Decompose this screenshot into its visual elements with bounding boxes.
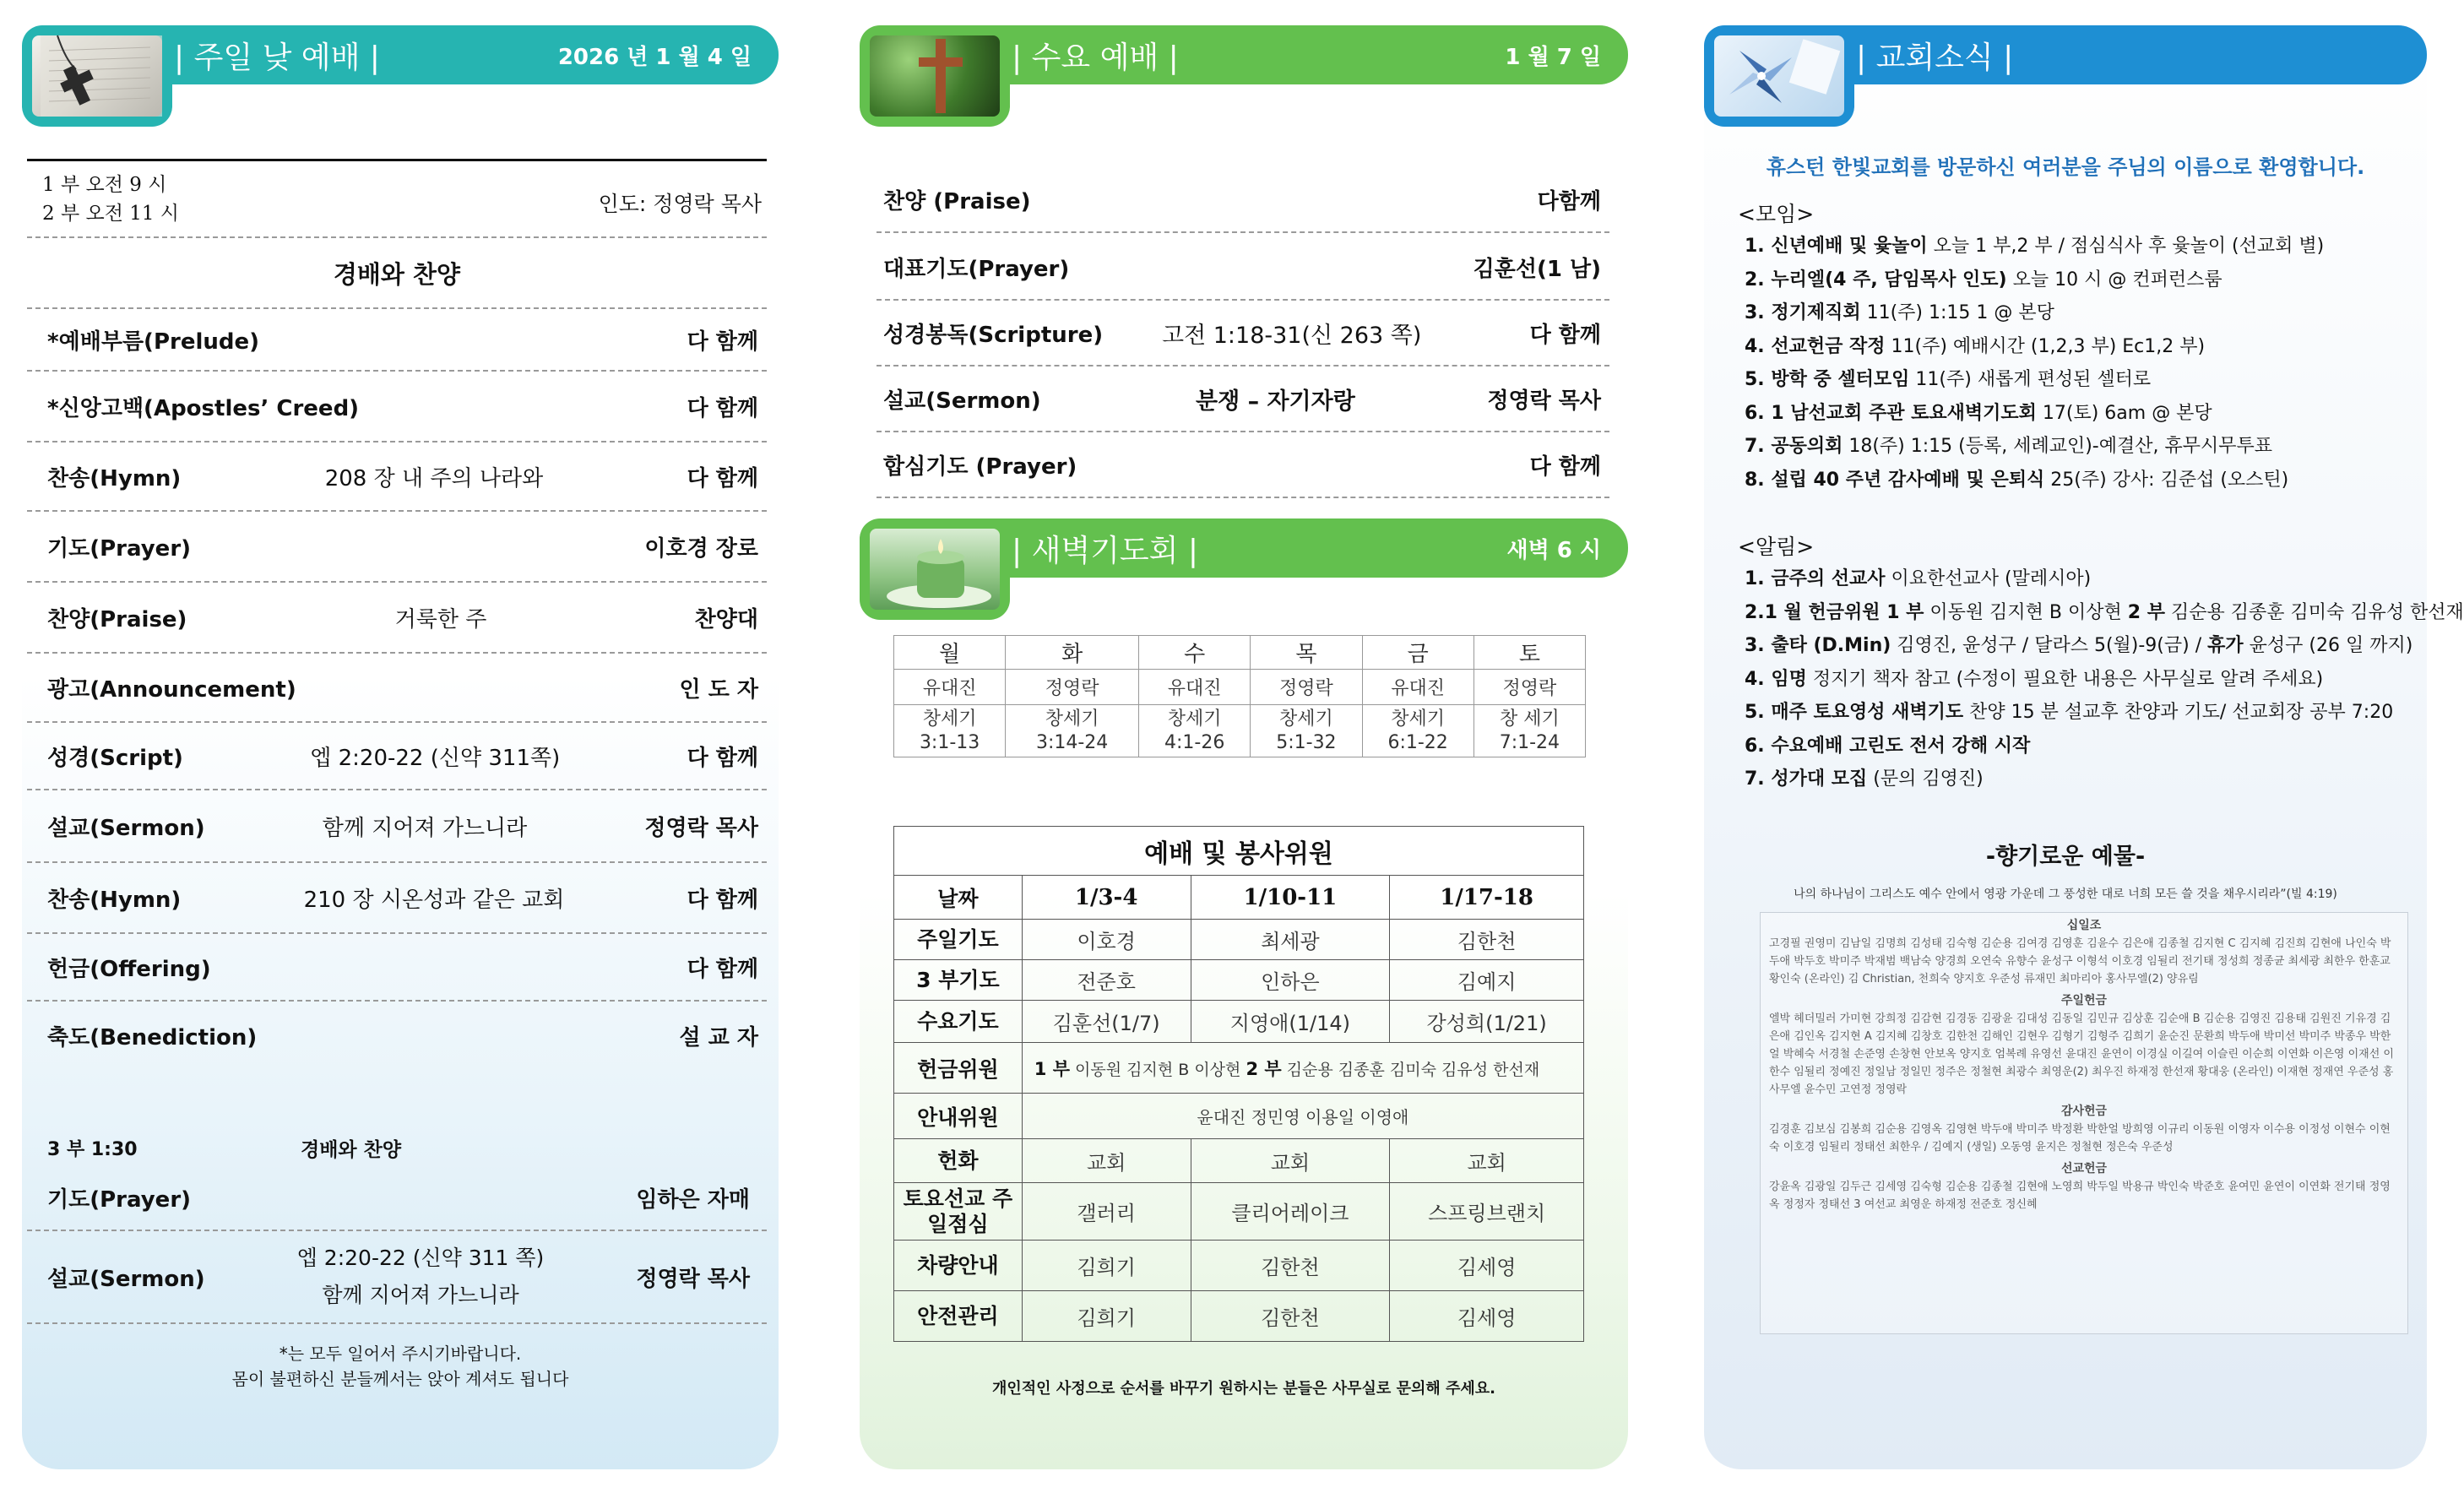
order-detail: 거룩한 주: [394, 606, 487, 632]
order-label: 성경(Script): [47, 745, 183, 771]
order-detail: 엡 2:20-22 (신약 311쪽): [310, 745, 561, 771]
wednesday-header-title: | 수요 예배 |: [1012, 40, 1179, 75]
volunteer-table: [893, 826, 1584, 1342]
bible-cross-photo: [32, 35, 162, 117]
wed-order-person: 다 함께: [1529, 453, 1601, 480]
dawn-day: 목: [1251, 636, 1362, 670]
dawn-leader: 정영락: [1251, 670, 1362, 705]
third-sermon-passage: 엡 2:20-22 (신약 311 쪽): [296, 1246, 545, 1270]
order-person: 다 함께: [687, 745, 758, 771]
gathering-item-detail: 오늘 10 시 @ 컨퍼런스룸: [2006, 269, 2222, 290]
welcome-message: 휴스턴 한빛교회를 방문하신 여러분을 주님의 이름으로 환영합니다.: [1766, 155, 2365, 179]
volunteer-role: 안전관리: [894, 1291, 1023, 1342]
offering-group2-names: 김순용 김종훈 김미숙 김유성 한선재: [1286, 1060, 1540, 1079]
volunteer-row: [894, 1139, 1584, 1183]
dawn-passage: [1139, 705, 1251, 757]
gathering-item-title: 1. 신년예배 및 윷놀이: [1745, 236, 1928, 257]
wed-order-label: 성경봉독(Scripture): [883, 322, 1104, 348]
volunteer-name: 김한천: [1191, 1291, 1390, 1342]
dawn-header-title: | 새벽기도회 |: [1012, 533, 1199, 568]
dawn-book: 창세기: [1167, 708, 1222, 730]
gathering-item: [1745, 432, 2272, 458]
volunteer-name: 김훈선(1/7): [1022, 1001, 1191, 1043]
gathering-item-detail: 18(주) 1:15 (등록, 세례교인)-예결산, 휴무시무투표: [1843, 436, 2272, 457]
order-label: 헌금(Offering): [47, 956, 211, 982]
seated-note: 몸이 불편하신 분들께서는 앉아 계셔도 됩니다: [231, 1369, 569, 1389]
notice-item-detail: 찬양 15 분 설교후 찬양과 기도/ 선교회장 공부 7:20: [1963, 702, 2394, 723]
dawn-verse: 3:1-13: [919, 731, 980, 753]
service-time-row: [27, 160, 767, 238]
sunday-order-row: [27, 863, 767, 934]
notice-item: [1745, 731, 2030, 757]
order-label: 찬송(Hymn): [47, 887, 182, 913]
notice-item: [1745, 564, 2091, 590]
notice-item-title: 7. 성가대 모집: [1745, 768, 1868, 790]
dawn-passage: [894, 705, 1006, 757]
dawn-book: 창세기: [1391, 708, 1446, 730]
volunteer-row: [894, 920, 1584, 960]
volunteer-name: 김한천: [1390, 920, 1584, 960]
volunteer-name: 인하은: [1191, 960, 1390, 1001]
notice-item-title: 5. 매주 토요영성 새벽기도: [1745, 702, 1964, 723]
wed-order-detail: 고전 1:18-31(신 263 쪽): [1162, 322, 1422, 349]
third-sermon-label: 설교(Sermon): [47, 1266, 205, 1292]
offering-committee-label: 헌금위원: [894, 1043, 1023, 1094]
order-person: 다 함께: [687, 465, 758, 491]
gift-section: [1761, 1159, 2407, 1213]
gathering-item-title: 6. 1 남선교회 주관 토요새벽기도회: [1745, 402, 2037, 424]
notice-item: [1745, 698, 2393, 724]
dawn-passage: [1474, 705, 1585, 757]
date-week1: 1/3-4: [1022, 876, 1191, 920]
order-label: 설교(Sermon): [47, 815, 205, 841]
gathering-item-detail: 11(주) 1:15 1 @ 본당: [1860, 302, 2054, 323]
dawn-thumbnail: [860, 518, 1010, 620]
volunteer-row: [894, 1241, 1584, 1291]
order-label: 축도(Benediction): [47, 1024, 258, 1051]
notice-item-detail: (문의 김영진): [1867, 768, 1984, 790]
dawn-leader: 유대진: [1362, 670, 1474, 705]
sunday-notes: [22, 1341, 779, 1392]
dawn-passage: [1362, 705, 1474, 757]
gift-section: [1761, 991, 2407, 1099]
dawn-leader: 유대진: [894, 670, 1006, 705]
sunday-order-row: [27, 512, 767, 583]
volunteer-role: 3 부기도: [894, 960, 1023, 1001]
volunteer-role: 차량안내: [894, 1241, 1023, 1291]
volunteer-name: 갤러리: [1022, 1183, 1191, 1241]
wed-order-label: 찬양 (Praise): [883, 188, 1031, 214]
wed-order-label: 설교(Sermon): [883, 388, 1041, 414]
dawn-verse: 3:14-24: [1035, 731, 1109, 753]
notice-item-subdetail: 김순용 김종훈 김미숙 김유성 한선재: [2165, 601, 2464, 623]
wed-order-person: 다 함께: [1529, 322, 1601, 348]
wednesday-order-row: [877, 366, 1609, 432]
volunteer-name: 지영애(1/14): [1191, 1001, 1390, 1043]
news-header-title: | 교회소식 |: [1856, 40, 2014, 75]
dawn-schedule-table: [893, 635, 1586, 757]
notice-item-detail: 이요한선교사 (말레시아): [1885, 568, 2092, 589]
notice-item-title: 3. 출타 (D.Min): [1745, 635, 1891, 656]
order-label: *신앙고백(Apostles’ Creed): [47, 395, 360, 421]
gift-category: 감사헌금: [2060, 1105, 2108, 1118]
volunteer-name: 최세광: [1191, 920, 1390, 960]
order-person: 다 함께: [687, 328, 758, 355]
volunteer-name: 김한천: [1191, 1241, 1390, 1291]
volunteer-name: 교회: [1022, 1139, 1191, 1183]
volunteer-role: 주일기도: [894, 920, 1023, 960]
order-label: 기도(Prayer): [47, 535, 192, 562]
dawn-day: 수: [1139, 636, 1251, 670]
notice-item-subtitle: 2 부: [2127, 601, 2165, 623]
gathering-item-title: 4. 선교헌금 작정: [1745, 335, 1886, 357]
gathering-item-title: 2. 누리엘(4 주, 담임목사 인도): [1745, 269, 2007, 290]
service1-time: 1 부 오전 9 시: [42, 174, 167, 196]
third-service-time: 3 부 1:30: [47, 1138, 138, 1160]
wednesday-order-row: [877, 235, 1609, 301]
third-sermon-title: 함께 지어져 가느니라: [322, 1283, 519, 1307]
order-person: 정영락 목사: [644, 815, 758, 841]
sunday-worship-panel: [22, 25, 779, 1469]
dawn-leader: 정영락: [1006, 670, 1139, 705]
notice-item-title: 1. 금주의 선교사: [1745, 568, 1886, 589]
gathering-item-detail: 11(주) 예배시간 (1,2,3 부) Ec1,2 부): [1885, 335, 2206, 357]
gift-verse: 나의 하나님이 그리스도 예수 안에서 영광 가운데 그 풍성한 대로 너희 모든 쓸 것을 채우시리라”(빌 4:19): [1794, 888, 2337, 901]
volunteer-row: [894, 1001, 1584, 1043]
gathering-item-title: 7. 공동의회: [1745, 436, 1843, 457]
gathering-item-detail: 25(주) 강사: 김준섭 (오스틴): [2044, 469, 2289, 491]
order-person: 다 함께: [687, 887, 758, 913]
order-person: 다 함께: [687, 395, 758, 421]
sunday-section-title: 경배와 찬양: [333, 259, 461, 289]
wed-order-detail: 분쟁 – 자기자랑: [1196, 388, 1355, 415]
gathering-item-title: 8. 설립 40 주년 감사예배 및 은퇴식: [1745, 469, 2045, 491]
dawn-book: 창세기: [1279, 708, 1333, 730]
wednesday-panel: [860, 25, 1628, 1469]
gift-list-box: [1760, 912, 2408, 1334]
volunteer-name: 김세영: [1390, 1241, 1584, 1291]
gift-title: -향기로운 예물-: [1985, 844, 2146, 870]
dawn-day: 화: [1006, 636, 1139, 670]
gift-category: 선교헌금: [2060, 1162, 2108, 1175]
notice-section-title: <알림>: [1738, 535, 1815, 559]
gift-donor-names: 엘박 헤더밀러 가미현 강희정 김감현 김경동 김광윤 김대성 김동일 김민규 김상훈 김순애 B 김순용 김영진 김용태 김원진 기유경 김은애 김인옥 김지현 A 김지혜 김창호 김한천 김해인 김현우 김형기 김형주 김희기 윤순진 문환희 박두애 박미선 박미주 박종우 박한얼 박혜숙 서경철 손준영 손창현 안보옥 양지호 엄복례 유영선 윤대진 윤연이 이경실 이길여 이슬린 이순희 이연화 이은영 이재선 이한수 임될리 정예진 정일남 정일민 정주은 정철현 최광수 최영운(2) 최우진 하재정 한선재 황대웅 (온라인) 이재현 정재연 우준성 홍사무엘 윤수민 고연정 정영락: [1769, 1013, 2394, 1096]
third-service-row: [27, 1130, 767, 1165]
notice-item-detail: 정지기 책자 참고 (수정이 필요한 내용은 사무실로 알려 주세요): [1806, 668, 2324, 690]
date-week3: 1/17-18: [1390, 876, 1584, 920]
date-week2: 1/10-11: [1191, 876, 1390, 920]
wednesday-order-row: [877, 301, 1609, 366]
volunteer-name: 스프링브랜치: [1390, 1183, 1584, 1241]
news-thumbnail: [1704, 25, 1854, 127]
dawn-verse: 7:1-24: [1499, 731, 1560, 753]
notice-item-title: 4. 임명: [1745, 668, 1807, 690]
gift-donor-names: 김경훈 김보심 김봉희 김순용 김영옥 김영현 박두애 박미주 박정환 박한얼 방희영 이규리 이동원 이영자 이수용 이정성 이현수 이현숙 이호경 임될리 정태선 최한우 / 김예지 (생일) 오동영 윤지은 정철현 정은숙 우준성: [1769, 1123, 2391, 1154]
order-label: 찬송(Hymn): [47, 465, 182, 491]
gathering-item: [1745, 465, 2288, 491]
order-label: 찬양(Praise): [47, 606, 187, 632]
offering-committee-value: [1022, 1043, 1583, 1094]
dawn-day: 금: [1362, 636, 1474, 670]
gathering-section-title: <모임>: [1738, 202, 1815, 226]
volunteer-row: [894, 1291, 1584, 1342]
gathering-item: [1745, 231, 2324, 258]
notice-item: [1745, 764, 1984, 790]
third-sermon-row: [27, 1231, 767, 1324]
gift-section: [1761, 916, 2407, 988]
dawn-verse: 6:1-22: [1387, 731, 1448, 753]
order-detail: 208 장 내 주의 나라와: [324, 465, 544, 491]
dawn-verse: 4:1-26: [1164, 731, 1225, 753]
third-prayer-person: 임하은 자매: [636, 1186, 750, 1213]
order-label: *예배부름(Prelude): [47, 328, 260, 355]
third-service-title: 경배와 찬양: [301, 1138, 402, 1161]
dawn-passage: [1251, 705, 1362, 757]
notice-item-detail: 김영진, 윤성구 / 달라스 5(월)-9(금) /: [1891, 635, 2208, 656]
volunteer-role: 헌화: [894, 1139, 1023, 1183]
volunteer-row: [894, 1183, 1584, 1241]
sunday-date: 2026 년 1 월 4 일: [557, 44, 752, 70]
sunday-order-row: [27, 723, 767, 790]
church-news-panel: [1704, 25, 2464, 1469]
offering-group2-label: 2 부: [1246, 1058, 1282, 1079]
gift-category: 주일헌금: [2060, 994, 2108, 1007]
gift-donor-names: 고경필 권영미 김남일 김명희 김성태 김숙형 김순용 김여경 김영훈 김윤수 김은애 김종철 김지현 C 김지혜 김진희 김현애 나인숙 박두애 박두호 박미주 박재범 백남숙 양경희 오연숙 유향수 윤성구 이형석 이호경 임될리 전기태 정성희 정종균 최세광 최한우 한훈교 황인숙 (온라인) 김 Christian, 천희숙 양지호 우준성 류재민 최마리아 홍사무엘(2) 양유림: [1769, 937, 2391, 985]
volunteer-name: 클리어레이크: [1191, 1183, 1390, 1241]
sunday-section-title-row: [27, 238, 767, 309]
dawn-leader: 정영락: [1474, 670, 1585, 705]
wed-order-person: 김훈선(1 남): [1473, 256, 1601, 282]
volunteer-name: 교회: [1191, 1139, 1390, 1183]
order-person: 설 교 자: [679, 1024, 758, 1051]
dawn-leader: 유대진: [1139, 670, 1251, 705]
notice-item-subtitle: 휴가: [2207, 635, 2244, 656]
volunteer-name: 김희기: [1022, 1241, 1191, 1291]
notice-item: [1745, 631, 2412, 657]
order-detail: 210 장 시온성과 같은 교회: [303, 887, 565, 913]
third-sermon-preacher: 정영락 목사: [636, 1266, 750, 1292]
wed-order-label: 대표기도(Prayer): [883, 256, 1070, 282]
usher-names: 윤대진 정민영 이용일 이영애: [1022, 1094, 1583, 1139]
volunteer-row: [894, 960, 1584, 1001]
wed-order-person: 정영락 목사: [1487, 388, 1601, 414]
gift-section: [1761, 1102, 2407, 1156]
order-person: 찬양대: [694, 606, 758, 632]
dawn-passage: [1006, 705, 1139, 757]
candle-photo: [870, 529, 1000, 610]
dawn-book: 창세기: [1045, 708, 1099, 730]
sunday-thumbnail: [22, 25, 172, 127]
wed-order-person: 다함께: [1537, 188, 1601, 214]
sunday-header-title: | 주일 낮 예배 |: [174, 40, 380, 75]
sunday-order-row: [27, 583, 767, 654]
wednesday-order-row: [877, 167, 1609, 233]
dawn-day: 토: [1474, 636, 1585, 670]
offering-group1-names: 이동원 김지현 B 이상현: [1075, 1060, 1241, 1079]
dawn-book: 창세기: [922, 708, 977, 730]
sunday-order-row: [27, 934, 767, 1002]
notice-item-subdetail: 윤성구 (26 일 까지): [2243, 635, 2413, 656]
order-detail: 함께 지어져 가느니라: [322, 815, 528, 841]
volunteer-name: 강성희(1/21): [1390, 1001, 1584, 1043]
gathering-item: [1745, 399, 2212, 425]
order-person: 다 함께: [687, 956, 758, 982]
gathering-item-detail: 17(토) 6am @ 본당: [2036, 402, 2212, 424]
notice-item: [1745, 598, 2464, 624]
volunteer-name: 김희기: [1022, 1291, 1191, 1342]
wednesday-order-row: [877, 432, 1609, 498]
third-prayer-row: [27, 1165, 767, 1231]
offering-group1-label: 1 부: [1034, 1058, 1070, 1079]
sunday-leader: 인도: 정영락 목사: [598, 192, 762, 216]
dawn-verse: 5:1-32: [1276, 731, 1337, 753]
volunteer-name: 전준호: [1022, 960, 1191, 1001]
gathering-item: [1745, 332, 2205, 358]
gift-donor-names: 강윤옥 김광일 김두근 김세영 김숙형 김순용 김종철 김현애 노영희 박두일 박용규 박인숙 박준호 윤여민 윤연이 이연화 전기태 정영옥 정정자 정태선 3 여선교 최영운 하재정 전준호 정신혜: [1769, 1181, 2391, 1211]
dawn-book: 창 세기: [1500, 708, 1560, 730]
wed-order-label: 합심기도 (Prayer): [883, 453, 1077, 480]
volunteer-table-title: 예배 및 봉사위원: [894, 827, 1584, 876]
gathering-item: [1745, 265, 2222, 291]
sunday-order-row: [27, 309, 767, 372]
standing-note: *는 모두 일어서 주시기바랍니다.: [279, 1344, 522, 1364]
order-label: 광고(Announcement): [47, 676, 296, 703]
gathering-item-detail: 오늘 1 부,2 부 / 점심식사 후 윷놀이 (선교회 별): [1927, 236, 2325, 257]
dawn-time: 새벽 6 시: [1506, 537, 1601, 563]
volunteer-name: 김예지: [1390, 960, 1584, 1001]
order-person: 인 도 자: [679, 676, 758, 703]
date-column-label: 날짜: [894, 876, 1023, 920]
order-person: 이호경 장로: [644, 535, 758, 562]
usher-label: 안내위원: [894, 1094, 1023, 1139]
notice-item-detail: 이동원 김지현 B 이상현: [1924, 601, 2128, 623]
gathering-item: [1745, 365, 2151, 391]
gathering-item: [1745, 298, 2054, 324]
volunteer-role: 수요기도: [894, 1001, 1023, 1043]
wednesday-thumbnail: [860, 25, 1010, 127]
volunteer-note: 개인적인 사정으로 순서를 바꾸기 원하시는 분들은 사무실로 문의해 주세요.: [992, 1380, 1495, 1398]
sunday-order-row: [27, 372, 767, 442]
volunteer-name: 이호경: [1022, 920, 1191, 960]
notice-item: [1745, 665, 2323, 691]
gathering-item-title: 3. 정기제직회: [1745, 302, 1861, 323]
notice-item-title: 2.1 월 헌금위원 1 부: [1745, 601, 1924, 623]
sunday-order-row: [27, 1002, 767, 1069]
sunday-order-row: [27, 654, 767, 723]
sunday-order-row: [27, 442, 767, 512]
volunteer-name: 교회: [1390, 1139, 1584, 1183]
notice-item-title: 6. 수요예배 고린도 전서 강해 시작: [1745, 735, 2031, 757]
wooden-cross-photo: [870, 35, 1000, 117]
sunday-order-row: [27, 790, 767, 863]
third-prayer-label: 기도(Prayer): [47, 1186, 192, 1213]
wednesday-date: 1 월 7 일: [1505, 44, 1601, 70]
gathering-item-detail: 11(주) 새롭게 편성된 셀터로: [1909, 369, 2152, 390]
gathering-item-title: 5. 방학 중 셀터모임: [1745, 369, 1910, 390]
gift-category: 십일조: [2066, 919, 2102, 932]
volunteer-name: 김세영: [1390, 1291, 1584, 1342]
dawn-day: 월: [894, 636, 1006, 670]
service2-time: 2 부 오전 11 시: [42, 203, 180, 225]
pinwheel-photo: [1714, 35, 1844, 117]
volunteer-role: 토요선교 주일점심: [894, 1183, 1023, 1241]
